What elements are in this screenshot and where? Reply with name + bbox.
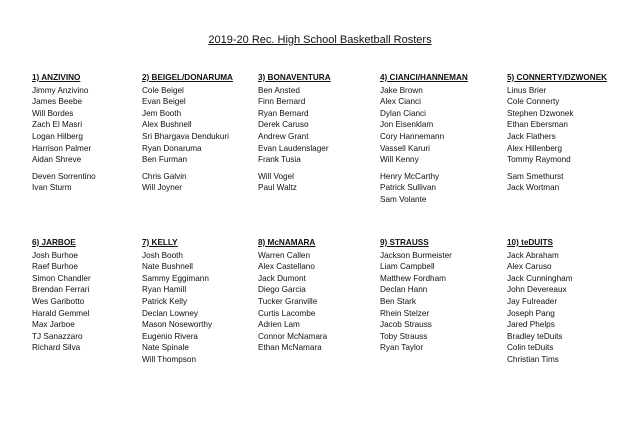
player-name: Max Jarboe [32,320,75,330]
player-name: Patrick Sullivan [380,183,436,193]
player-name: John Devereaux [507,285,567,295]
team-header: 9) STRAUSS [380,238,429,247]
player-name: Rhein Stelzer [380,308,430,318]
player-name: Vassell Karuri [380,143,430,153]
player-name: Declan Hann [380,285,428,295]
player-name: Alex Bushnell [142,120,192,130]
player-name: Will Bordes [32,108,74,118]
player-name: Nate Spinale [142,343,189,353]
player-name: Ryan Hamill [142,285,187,295]
team-column [380,72,500,206]
player-name: Josh Booth [142,250,183,260]
player-name: Adrien Lam [258,320,300,330]
team-header: 7) KELLY [142,238,178,247]
player-name: Declan Lowney [142,308,198,318]
team-header: 5) CONNERTY/DZWONEK [507,73,608,82]
player-name: Jack Wortman [507,183,560,193]
player-name: Jackson Burmeister [380,250,452,260]
player-name: Andrew Grant [258,131,309,141]
player-name: TJ Sanazzaro [32,331,83,341]
team-header: 1) ANZIVINO [32,73,81,82]
player-name: Evan Beigel [142,97,186,107]
player-name: Warren Callen [258,250,311,260]
player-name: Ben Ansted [258,85,300,95]
player-name: Ryan Bernard [258,108,309,118]
player-name: Jack Cunningham [507,273,573,283]
player-name: Jacob Strauss [380,320,432,330]
team-column [32,237,152,354]
team-column [507,237,627,366]
player-name: Joseph Pang [507,308,555,318]
team-header: 4) CIANCI/HANNEMAN [380,73,468,82]
player-name: Matthew Fordham [380,273,446,283]
player-name: Jack Abraham [507,250,559,260]
player-name: Simon Chandler [32,273,91,283]
player-name: Tucker Granville [258,296,318,306]
player-name: Will Vogel [258,171,294,181]
player-name: Stephen Dzwonek [507,108,574,118]
player-name: Jack Flathers [507,131,556,141]
player-name: Alex Hillenberg [507,143,563,153]
player-name: Evan Laudenslager [258,143,329,153]
player-name: Toby Strauss [380,331,428,341]
player-name: Raef Burhoe [32,262,78,272]
player-name: Harald Gemmel [32,308,90,318]
player-name: Ben Stark [380,296,416,306]
player-name: Jared Phelps [507,320,555,330]
player-name: Connor McNamara [258,331,328,341]
player-name: Sam Smethurst [507,171,564,181]
player-name: Ivan Sturm [32,183,72,193]
player-name: Wes Garibotto [32,296,85,306]
player-name: Jimmy Anzivino [32,85,89,95]
player-name: Alex Caruso [507,262,552,272]
player-name: Christian Tims [507,354,559,364]
player-name: Josh Burhoe [32,250,78,260]
player-name: Curtis Lacombe [258,308,316,318]
team-header: 2) BEIGEL/DONARUMA [142,73,233,82]
player-name: Patrick Kelly [142,296,188,306]
player-name: Brendan Ferrari [32,285,90,295]
player-name: Diego Garcia [258,285,306,295]
player-name: Jem Booth [142,108,182,118]
player-name: Ben Furman [142,155,188,165]
player-name: Ethan McNamara [258,343,322,353]
team-column [258,237,378,354]
player-name: Sri Bhargava Dendukuri [142,131,229,141]
player-name: Zach El Masri [32,120,83,130]
player-name: Jack Dumont [258,273,306,283]
team-header: 8) McNAMARA [258,238,316,247]
team-column [32,72,152,194]
player-name: Sammy Eggimann [142,273,209,283]
player-name: Alex Castellano [258,262,315,272]
team-column [142,237,262,366]
player-name: Aidan Shreve [32,155,82,165]
player-name: Colin teDuits [507,343,554,353]
player-name: Ryan Taylor [380,343,424,353]
player-name: Derek Caruso [258,120,309,130]
player-name: Jay Fulreader [507,296,558,306]
player-name: Mason Noseworthy [142,320,213,330]
team-column [142,72,262,194]
team-header: 10) teDUITS [507,238,553,247]
player-name: Cole Beigel [142,85,184,95]
player-name: Cory Hannemann [380,131,445,141]
player-name: Finn Bernard [258,97,306,107]
player-name: Will Thompson [142,354,196,364]
player-name: Liam Campbell [380,262,435,272]
player-name: James Beebe [32,97,83,107]
team-header: 3) BONAVENTURA [258,73,331,82]
team-header: 6) JARBOE [32,238,76,247]
player-name: Chris Galvin [142,171,187,181]
team-column [258,72,378,194]
player-name: Tommy Raymond [507,155,571,165]
player-name: Nate Bushnell [142,262,193,272]
player-name: Linus Brier [507,85,547,95]
team-column [507,72,627,194]
player-name: Richard Silva [32,343,81,353]
player-name: Alex Cianci [380,97,421,107]
player-name: Frank Tusia [258,155,301,165]
player-name: Henry McCarthy [380,171,440,181]
player-name: Ethan Ebersman [507,120,568,130]
player-name: Harrison Palmer [32,143,92,153]
player-name: Jon Eisenklam [380,120,434,130]
player-name: Cole Connerty [507,97,560,107]
player-name: Deven Sorrentino [32,171,96,181]
player-name: Paul Waltz [258,183,297,193]
player-name: Ryan Donaruma [142,143,202,153]
player-name: Sam Volante [380,194,427,204]
player-name: Will Kenny [380,155,419,165]
player-name: Logan Hilberg [32,131,83,141]
player-name: Will Joyner [142,183,183,193]
player-name: Bradley teDuits [507,331,563,341]
player-name: Jake Brown [380,85,423,95]
player-name: Dylan Cianci [380,108,426,118]
team-column [380,237,500,354]
page-title: 2019-20 Rec. High School Basketball Rosters [208,34,432,46]
player-name: Eugenio Rivera [142,331,198,341]
